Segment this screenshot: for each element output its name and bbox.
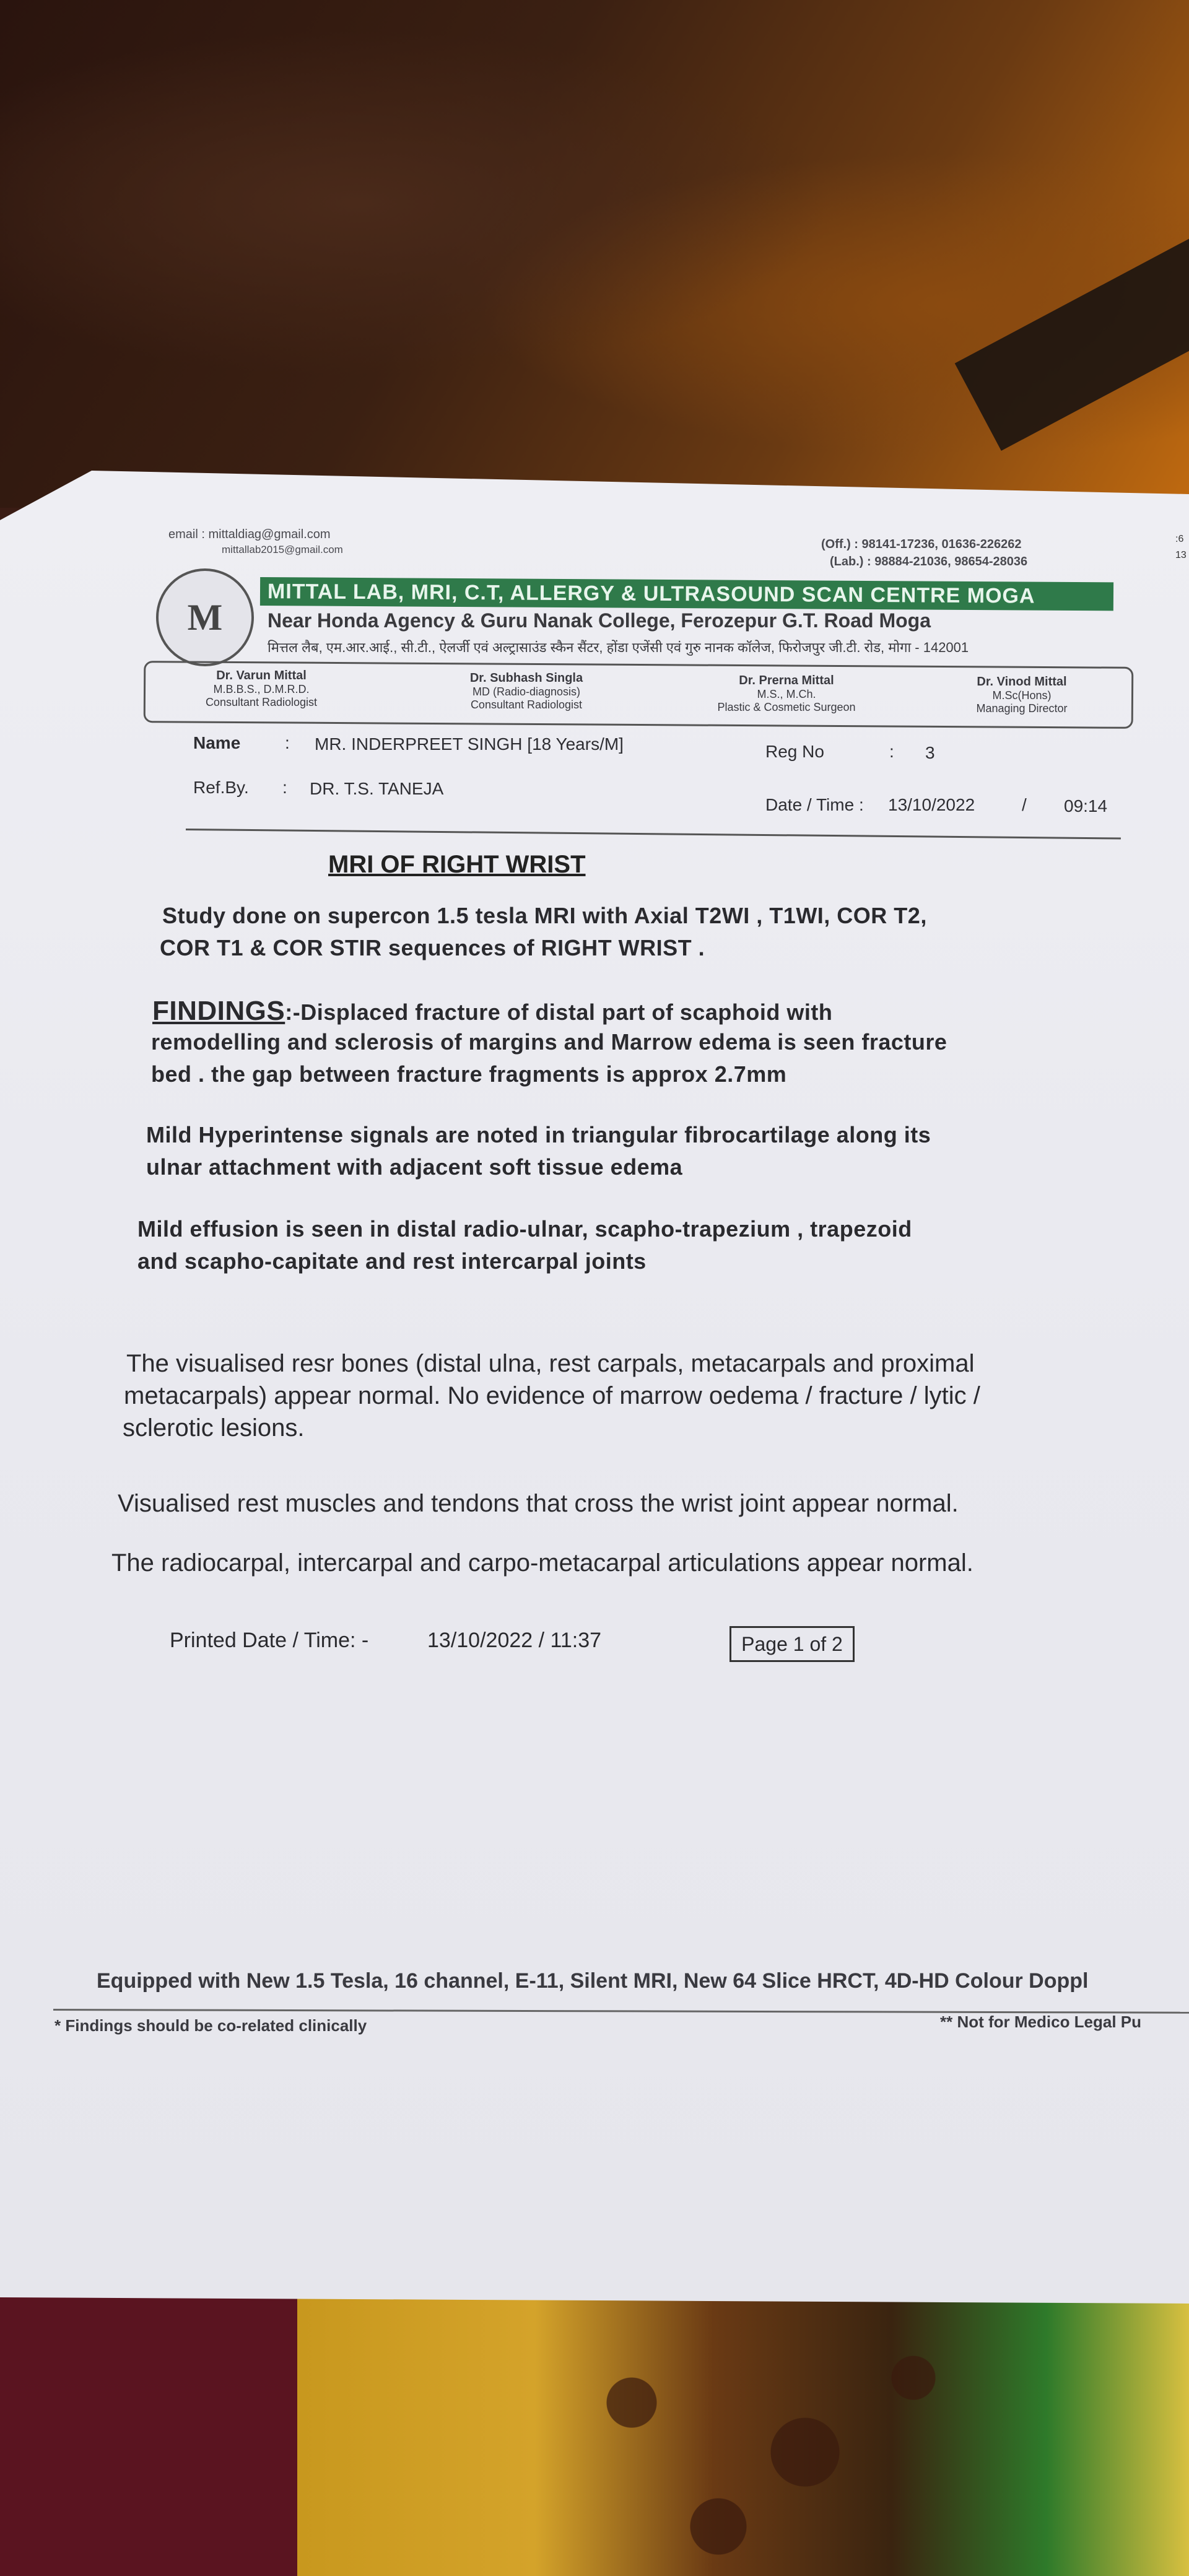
doctor-1-name: Dr. Varun Mittal [216, 669, 307, 682]
phone-office: (Off.) : 98141-17236, 01636-226262 [821, 537, 1022, 551]
doctor-4 [923, 675, 1121, 715]
doctor-3-qualification: M.S., M.Ch. [757, 688, 816, 700]
time-value: 09:14 [1064, 796, 1108, 816]
para3-line-2: and scapho-capitate and rest intercarpal joints [137, 1248, 647, 1274]
phone-lab: (Lab.) : 98884-21036, 98654-28036 [830, 555, 1028, 568]
centre-name-banner: MITTAL LAB, MRI, C.T, ALLERGY & ULTRASOUND SCAN CENTRE MOGA [260, 577, 1113, 611]
footer-note-right: ** Not for Medico Legal Pu [940, 2012, 1142, 2031]
doctor-2 [421, 671, 632, 711]
doctor-1-role: Consultant Radiologist [205, 696, 318, 708]
email-label: email : mittaldiag@gmail.com [168, 528, 331, 541]
margin-text-1: :6 [1175, 534, 1184, 544]
header-divider [186, 829, 1121, 839]
doctor-3 [681, 674, 892, 714]
findings-label: FINDINGS [152, 996, 285, 1026]
report-title: MRI OF RIGHT WRIST [328, 851, 586, 878]
ref-by-label: Ref.By. [193, 778, 249, 797]
findings-line-2: remodelling and sclerosis of margins and Marrow edema is seen fracture [151, 1029, 947, 1055]
doctor-1-qualification: M.B.B.S., D.M.R.D. [213, 683, 310, 695]
reg-no-separator: : [889, 742, 894, 761]
findings-line-1-text: :-Displaced fracture of distal part of scaphoid with [285, 999, 833, 1025]
footer-note-left: * Findings should be co-related clinically [54, 2016, 367, 2035]
para4-line-3: sclerotic lesions. [123, 1414, 305, 1442]
para5: Visualised rest muscles and tendons that cross the wrist joint appear normal. [118, 1490, 959, 1517]
date-value: 13/10/2022 [888, 795, 975, 814]
ref-by-value: DR. T.S. TANEJA [310, 779, 444, 798]
page-number-box: Page 1 of 2 [730, 1626, 855, 1662]
doctor-4-role: Managing Director [976, 702, 1068, 715]
patient-name-value: MR. INDERPREET SINGH [18 Years/M] [315, 734, 624, 754]
para4-line-1: The visualised resr bones (distal ulna, rest carpals, metacarpals and proximal [126, 1350, 975, 1377]
reg-no-label: Reg No [765, 742, 824, 761]
para6: The radiocarpal, intercarpal and carpo-metacarpal articulations appear normal. [111, 1549, 973, 1577]
footer-equipment: Equipped with New 1.5 Tesla, 16 channel, E-11, Silent MRI, New 64 Slice HRCT, 4D-HD Colour Doppl [97, 1969, 1089, 1993]
patient-name-label: Name [193, 733, 241, 752]
centre-address-hindi: मित्तल लैब, एम.आर.आई., सी.टी., ऐलर्जी एवं अल्ट्रासाउंड स्कैन सैंटर, होंडा एजेंसी एवं गुरु नानक कॉलेज, फिरोजपुर जी.टी. रोड, मोगा - 142001 [268, 640, 969, 655]
doctor-4-name: Dr. Vinod Mittal [977, 675, 1067, 689]
date-time-separator: / [1022, 795, 1027, 814]
doctor-3-name: Dr. Prerna Mittal [739, 674, 834, 687]
centre-address: Near Honda Agency & Guru Nanak College, Ferozepur G.T. Road Moga [268, 609, 931, 632]
doctor-4-qualification: M.Sc(Hons) [992, 689, 1052, 702]
para4-line-2: metacarpals) appear normal. No evidence of marrow oedema / fracture / lytic / [124, 1382, 980, 1409]
para2-line-2: ulnar attachment with adjacent soft tissue edema [146, 1154, 683, 1180]
findings-line-3: bed . the gap between fracture fragments is approx 2.7mm [151, 1061, 787, 1087]
date-time-label: Date / Time : [765, 795, 864, 814]
margin-text-2: 13 [1175, 550, 1187, 560]
doctor-1 [162, 669, 360, 709]
para3-line-1: Mild effusion is seen in distal radio-ulnar, scapho-trapezium , trapezoid [137, 1216, 912, 1242]
centre-logo [156, 568, 254, 666]
findings-line-1 [152, 996, 832, 1027]
reg-no-value: 3 [925, 743, 935, 762]
centre-logo-text: M [187, 596, 223, 638]
doctor-2-role: Consultant Radiologist [470, 698, 583, 711]
para2-line-1: Mild Hyperintense signals are noted in triangular fibrocartilage along its [146, 1122, 931, 1147]
doctor-2-qualification: MD (Radio-diagnosis) [472, 685, 581, 698]
patient-name-separator: : [285, 733, 290, 752]
email-label-2: mittallab2015@gmail.com [222, 544, 343, 555]
ref-by-separator: : [282, 778, 287, 797]
printed-date-value: 13/10/2022 / 11:37 [427, 1629, 602, 1652]
doctor-3-role: Plastic & Cosmetic Surgeon [717, 701, 856, 713]
doctor-2-name: Dr. Subhash Singla [469, 671, 583, 685]
study-line-1: Study done on supercon 1.5 tesla MRI with Axial T2WI , T1WI, COR T2, [162, 903, 927, 928]
printed-date-label: Printed Date / Time: - [170, 1629, 369, 1652]
study-line-2: COR T1 & COR STIR sequences of RIGHT WRIST . [160, 935, 705, 960]
